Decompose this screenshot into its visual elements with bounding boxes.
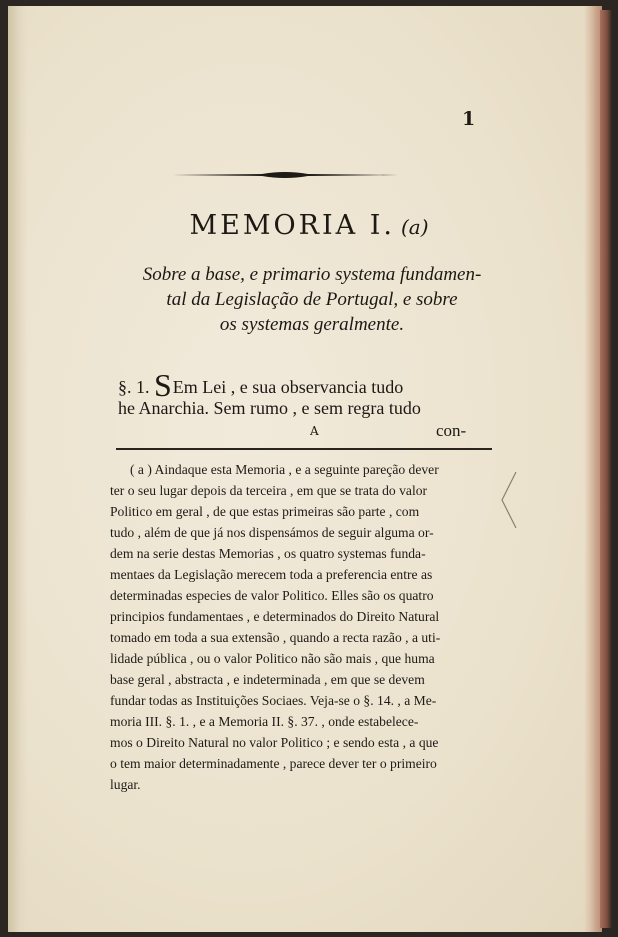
signature-mark: A bbox=[310, 424, 319, 438]
body-line: he Anarchia. Sem rumo , e sem regra tudo bbox=[118, 398, 421, 418]
page-title bbox=[0, 210, 618, 241]
footnote-line: o tem maior determinadamente , parece dever ter o primeiro bbox=[110, 756, 437, 771]
title-footnote-mark: (a) bbox=[400, 215, 429, 239]
drop-cap: S bbox=[154, 367, 172, 403]
footnote-line: base geral , abstracta , e indeterminada , em que se devem bbox=[110, 672, 425, 687]
footnote-line: lugar. bbox=[110, 777, 141, 792]
footnote-line: tudo , além de que já nos dispensámos de seguir alguma or- bbox=[110, 525, 434, 540]
page-gutter-shadow bbox=[8, 6, 28, 932]
pencil-bracket-mark bbox=[498, 470, 518, 530]
subtitle-line: os systemas geralmente. bbox=[219, 314, 405, 335]
footnote-line: ( a ) Aindaque esta Memoria , e a seguinte pareção dever bbox=[130, 462, 439, 477]
footnote-line: lidade pública , ou o valor Politico não são mais , que huma bbox=[110, 651, 435, 666]
footnote-line: principios fundamentaes , e determinados do Direito Natural bbox=[110, 609, 440, 624]
footnote-line: mentaes da Legislação merecem toda a preferencia entre as bbox=[110, 567, 433, 582]
footnote-line: ter o seu lugar depois da terceira , em que se trata do valor bbox=[110, 483, 428, 498]
footnote-line: Politico em geral , de que estas primeiras são parte , com bbox=[110, 504, 420, 519]
section-number: §. 1. bbox=[118, 377, 150, 397]
footnote-line: fundar todas as Instituições Sociaes. Veja-se o §. 14. , a Me- bbox=[110, 693, 437, 708]
footnote-line: tomado em toda a sua extensão , quando a recta razão , a uti- bbox=[110, 630, 441, 645]
page-edge-dark bbox=[600, 10, 612, 928]
catchword: con- bbox=[436, 421, 467, 440]
title-text: MEMORIA I. bbox=[189, 210, 395, 241]
footnote-rule bbox=[116, 448, 492, 450]
body-text: Em Lei , e sua observancia tudo bbox=[172, 377, 404, 397]
subtitle-line: Sobre a base, e primario systema fundamen- bbox=[142, 264, 482, 285]
subtitle-line: tal da Legislação de Portugal, e sobre bbox=[166, 289, 458, 310]
footnote-line: determinadas especies de valor Politico. Elles são os quatro bbox=[110, 588, 434, 603]
body-line bbox=[118, 367, 490, 403]
page-number: 1 bbox=[462, 108, 476, 130]
footnote-line: dem na serie destas Memorias , os quatro systemas funda- bbox=[110, 546, 426, 561]
ornamental-rule bbox=[172, 170, 398, 180]
footnote-line: mos o Direito Natural no valor Politico ; e sendo esta , a que bbox=[110, 735, 439, 750]
footnote-line: moria III. §. 1. , e a Memoria II. §. 37. , onde estabelece- bbox=[110, 714, 419, 729]
